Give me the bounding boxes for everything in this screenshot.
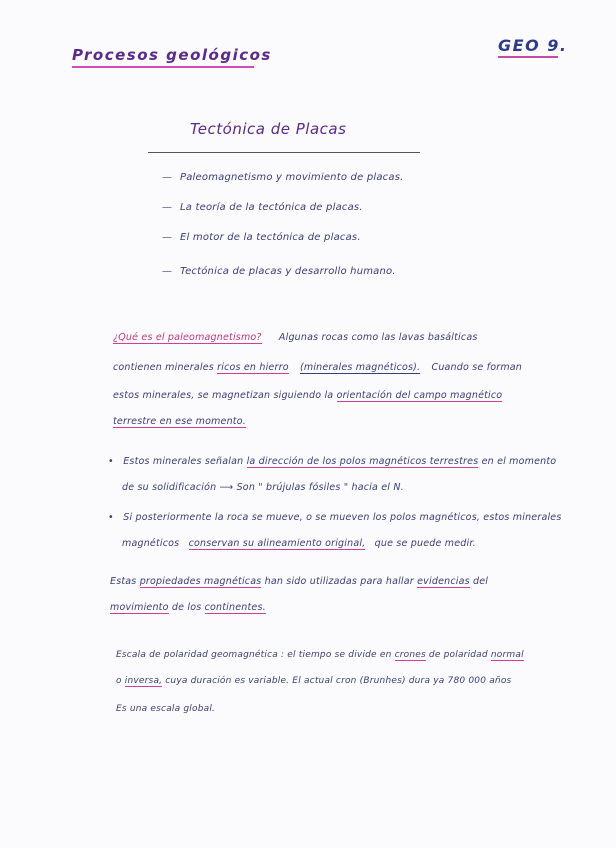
bullet2-underlined: conservan su alineamiento original, [188, 538, 366, 549]
para2-text: Estas [110, 576, 137, 587]
para2-text: del [473, 576, 489, 587]
bullet1-line2 [122, 482, 404, 493]
para2-underlined: continentes. [204, 602, 266, 613]
para1-underlined: ricos en hierro [217, 362, 289, 373]
para3-text: Es una escala global. [116, 704, 216, 714]
para3-text: Escala de polaridad geomagnética : el tiempo se divide en [116, 650, 392, 660]
header-title: Procesos geológicos [72, 46, 272, 64]
para1-underlined: orientación del campo magnético [336, 390, 503, 401]
para2-text: de los [171, 602, 202, 613]
header-code-underline [498, 56, 558, 58]
para2-underlined: propiedades magnéticas [139, 576, 262, 587]
para3-line1 [116, 650, 524, 660]
para3-underlined: inversa, [124, 676, 163, 686]
bullet2-text: que se puede medir. [374, 538, 476, 549]
topic-label: Tectónica de placas y desarrollo humano. [180, 266, 396, 277]
bullet1-text: en el momento [481, 456, 557, 467]
topic-item: — Tectónica de placas y desarrollo humano. [162, 266, 396, 277]
para1-line1 [113, 332, 478, 343]
para1-underlined: (minerales magnéticos). [299, 362, 421, 373]
main-title: Tectónica de Placas [190, 120, 347, 138]
para3-line3 [116, 704, 215, 714]
para1-line4 [113, 416, 246, 427]
bullet1-line1 [108, 456, 556, 467]
topic-item: — Paleomagnetismo y movimiento de placas. [162, 172, 404, 183]
para3-line2 [116, 676, 511, 686]
topic-label: La teoría de la tectónica de placas. [180, 202, 363, 213]
para3-text: cuya duración es variable. El actual cron (Brunhes) dura ya 780 000 años [165, 676, 512, 686]
para1-text: Cuando se forman [431, 362, 523, 373]
topic-item: — La teoría de la tectónica de placas. [162, 202, 363, 213]
topic-label: El motor de la tectónica de placas. [180, 232, 361, 243]
para1-underlined: terrestre en ese momento. [113, 416, 246, 427]
para1-line3 [113, 390, 502, 401]
para2-line2 [110, 602, 266, 613]
topic-label: Paleomagnetismo y movimiento de placas. [180, 172, 404, 183]
bullet1-text: de su solidificación ⟶ Son " brújulas fósiles " hacia el N. [122, 482, 404, 493]
para1-line2 [113, 362, 522, 373]
title-rule [148, 152, 420, 153]
bullet1-underlined: la dirección de los polos magnéticos terrestres [246, 456, 479, 467]
para3-text: o [116, 676, 122, 686]
topic-item: — El motor de la tectónica de placas. [162, 232, 361, 243]
para1-text: contienen minerales [113, 362, 214, 373]
bullet1-text: Estos minerales señalan [123, 456, 244, 467]
bullet2-line1 [108, 512, 562, 523]
bullet-icon: • [108, 456, 114, 467]
para1-text: Algunas rocas como las lavas basálticas [278, 332, 478, 343]
header-title-underline [72, 66, 254, 68]
para3-underlined: crones [394, 650, 426, 660]
para2-underlined: movimiento [110, 602, 169, 613]
bullet2-text: magnéticos [122, 538, 180, 549]
bullet-icon: • [108, 512, 114, 523]
para3-text: de polaridad [428, 650, 488, 660]
para3-underlined: normal [490, 650, 524, 660]
para2-line1 [110, 576, 488, 587]
header-code: GEO 9. [498, 36, 568, 55]
question-heading: ¿Qué es el paleomagnetismo? [113, 332, 262, 343]
bullet2-text: Si posteriormente la roca se mueve, o se mueven los polos magnéticos, estos minerales [123, 512, 562, 523]
para2-text: han sido utilizadas para hallar [264, 576, 414, 587]
para2-underlined: evidencias [417, 576, 470, 587]
para1-text: estos minerales, se magnetizan siguiendo la [113, 390, 334, 401]
bullet2-line2 [122, 538, 476, 549]
